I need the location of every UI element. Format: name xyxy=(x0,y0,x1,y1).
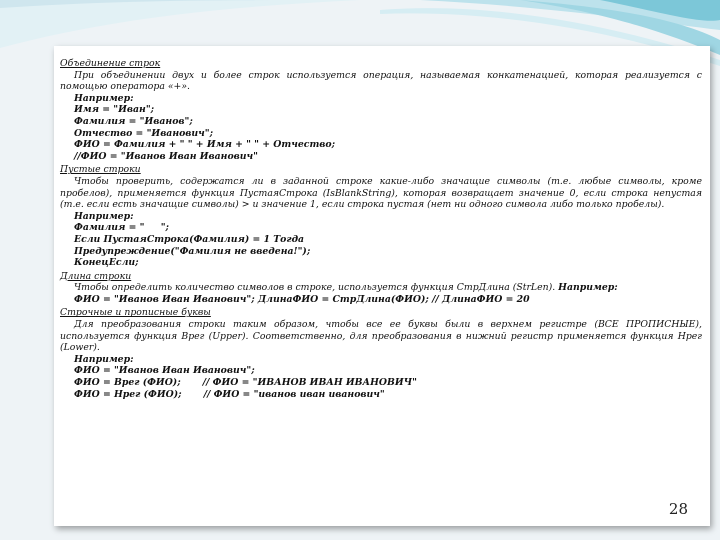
concat-line: Имя = "Иван"; xyxy=(74,104,155,116)
empty-line: КонецЕсли; xyxy=(74,257,139,269)
case-line xyxy=(60,389,702,401)
heading-length: Длина строки xyxy=(60,270,132,282)
page-number: 28 xyxy=(668,500,688,518)
slide-content xyxy=(60,56,702,400)
heading-concat: Объединение строк xyxy=(60,58,161,69)
slide-page xyxy=(54,46,710,526)
case-text: Для преобразования строки таким образом, чтобы все ее буквы были в верхнем регистре (ВСЕ ПРОПИСНЫЕ), используется функция Врег (Upper). Соответственно, для преобразования в нижний регистр применяется функция Нрег (Lower). xyxy=(60,319,702,354)
empty-line: Если ПустаяСтрока(Фамилия) = 1 Тогда xyxy=(74,233,305,245)
concat-line: Отчество = "Иванович"; xyxy=(74,127,214,139)
length-text-block xyxy=(60,282,702,294)
case-comment: // ФИО = "ИВАНОВ ИВАН ИВАНОВИЧ" xyxy=(202,377,417,389)
length-text: Чтобы определить количество символов в строке, используется функция СтрДлина (StrLen). xyxy=(74,282,556,294)
empty-text: Чтобы проверить, содержатся ли в заданной строке какие-либо значащие символы (т.е. любые символы, кроме пробелов), применяется функция ПустаяСтрока (IsBlankString), которая возвращает значение 0, если строка непустая (т.е. если есть значащие символы) > и значение 1, если строка пустая (нет ни одного символа либо только пробелы). xyxy=(60,175,702,211)
empty-example-label: Например: xyxy=(74,210,134,222)
concat-line: ФИО = Фамилия + " " + Имя + " " + Отчество; xyxy=(74,139,336,151)
heading-case: Строчные и прописные буквы xyxy=(60,307,211,319)
case-line: ФИО = "Иванов Иван Иванович"; xyxy=(74,365,255,377)
concat-example-label: Например: xyxy=(74,92,134,104)
case-comment: // ФИО = "иванов иван иванович" xyxy=(203,388,385,400)
case-code: ФИО = Врег (ФИО); xyxy=(74,377,181,389)
empty-line: Фамилия = " "; xyxy=(74,222,169,234)
concat-text: При объединении двух и более строк используется операция, называемая конкатенацией, которая реализуется с помощью оператора «+». xyxy=(60,69,702,93)
case-example-label: Например: xyxy=(74,353,134,365)
case-code: ФИО = Нрег (ФИО); xyxy=(74,388,182,400)
length-example-label: Например: xyxy=(558,282,618,294)
length-line: ФИО = "Иванов Иван Иванович"; ДлинаФИО = СтрДлина(ФИО); // ДлинаФИО = 20 xyxy=(74,293,530,305)
case-line xyxy=(60,377,702,389)
heading-empty: Пустые строки xyxy=(60,164,141,176)
empty-line: Предупреждение("Фамилия не введена!"); xyxy=(74,245,311,257)
concat-line: Фамилия = "Иванов"; xyxy=(74,115,193,127)
concat-line: //ФИО = "Иванов Иван Иванович" xyxy=(74,150,259,162)
